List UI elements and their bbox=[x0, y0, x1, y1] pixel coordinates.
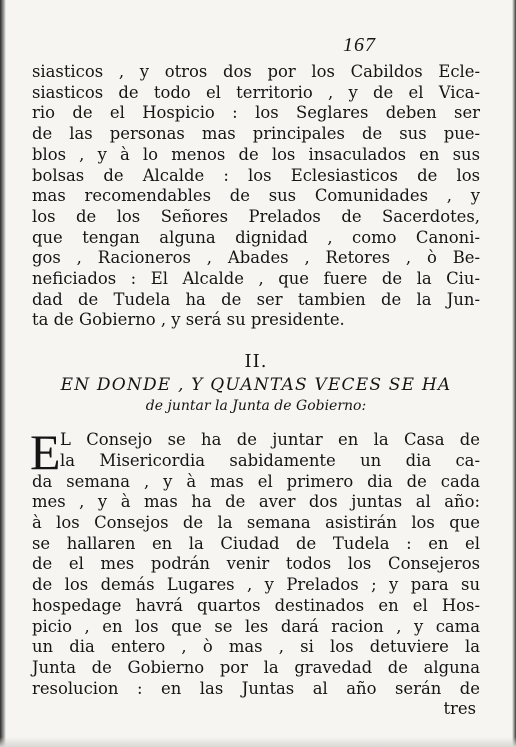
text-line: siasticos , y otros dos por los Cabildos Ecle- bbox=[32, 62, 480, 81]
text-line: de el mes podrán venir todos los Consejeros bbox=[32, 554, 480, 574]
text-line: mas recomendables de sus Comunidades , y bbox=[32, 186, 480, 206]
page-number: 167 bbox=[343, 34, 376, 56]
section-heading: EN DONDE , Y QUANTAS VECES SE HA bbox=[60, 374, 452, 395]
text-line: que tengan alguna dignidad , como Canoni- bbox=[32, 227, 480, 247]
text-line: dad de Tudela ha de ser tambien de la Jun- bbox=[32, 289, 480, 309]
text-line: siasticos de todo el territorio , y de el Vica- bbox=[32, 82, 480, 102]
text-line: blos , y à lo menos de los insaculados en sus bbox=[32, 144, 480, 164]
text-line: mes , y à mas ha de aver dos juntas al año: bbox=[32, 492, 480, 512]
section-number: II. bbox=[244, 351, 268, 373]
text-line: de las personas mas principales de sus pue- bbox=[32, 124, 480, 144]
text-line: resolucion : en las Juntas al año serán de bbox=[32, 678, 480, 698]
text-line: un dia entero , ò mas , si los detuviere la bbox=[32, 637, 480, 657]
text-line: rio de el Hospicio : los Seglares deben ser bbox=[32, 103, 480, 123]
text-line: da semana , y à mas el primero dia de cada bbox=[32, 471, 480, 491]
text-line: bolsas de Alcalde : los Eclesiasticos de los bbox=[32, 165, 480, 185]
text-line: à los Consejos de la semana asistirán los que bbox=[32, 513, 480, 533]
drop-cap: E bbox=[30, 424, 61, 481]
text-line: picio , en los que se les dará racion , y cama bbox=[32, 616, 480, 636]
catchword: tres bbox=[443, 699, 476, 719]
text-line: se hallaren en la Ciudad de Tudela : en el bbox=[32, 533, 480, 553]
section-subheading: de juntar la Junta de Gobierno: bbox=[145, 397, 367, 414]
text-line: ta de Gobierno , y será su presidente. bbox=[32, 310, 345, 330]
text-line: hospedage havrá quartos destinados en el Hos- bbox=[32, 595, 480, 615]
text-line: la Misericordia sabidamente un dia ca- bbox=[60, 450, 480, 470]
text-line: los de los Señores Prelados de Sacerdotes, bbox=[32, 206, 480, 226]
text-line: neficiados : El Alcalde , que fuere de la Ciu- bbox=[32, 269, 480, 289]
text-line: Junta de Gobierno por la gravedad de alguna bbox=[32, 657, 480, 677]
page-bottom-shadow bbox=[0, 737, 516, 747]
paragraph-section-ii bbox=[30, 424, 480, 720]
page-left-shadow bbox=[0, 0, 6, 747]
page-right-shadow bbox=[512, 0, 516, 747]
text-line: de los demás Lugares , y Prelados ; y para su bbox=[32, 575, 480, 595]
text-line: gos , Racioneros , Abades , Retores , ò Be- bbox=[32, 248, 480, 268]
text-line: L Consejo se ha de juntar en la Casa de bbox=[60, 430, 480, 450]
paragraph-continued bbox=[32, 62, 480, 331]
page-content bbox=[32, 30, 480, 720]
